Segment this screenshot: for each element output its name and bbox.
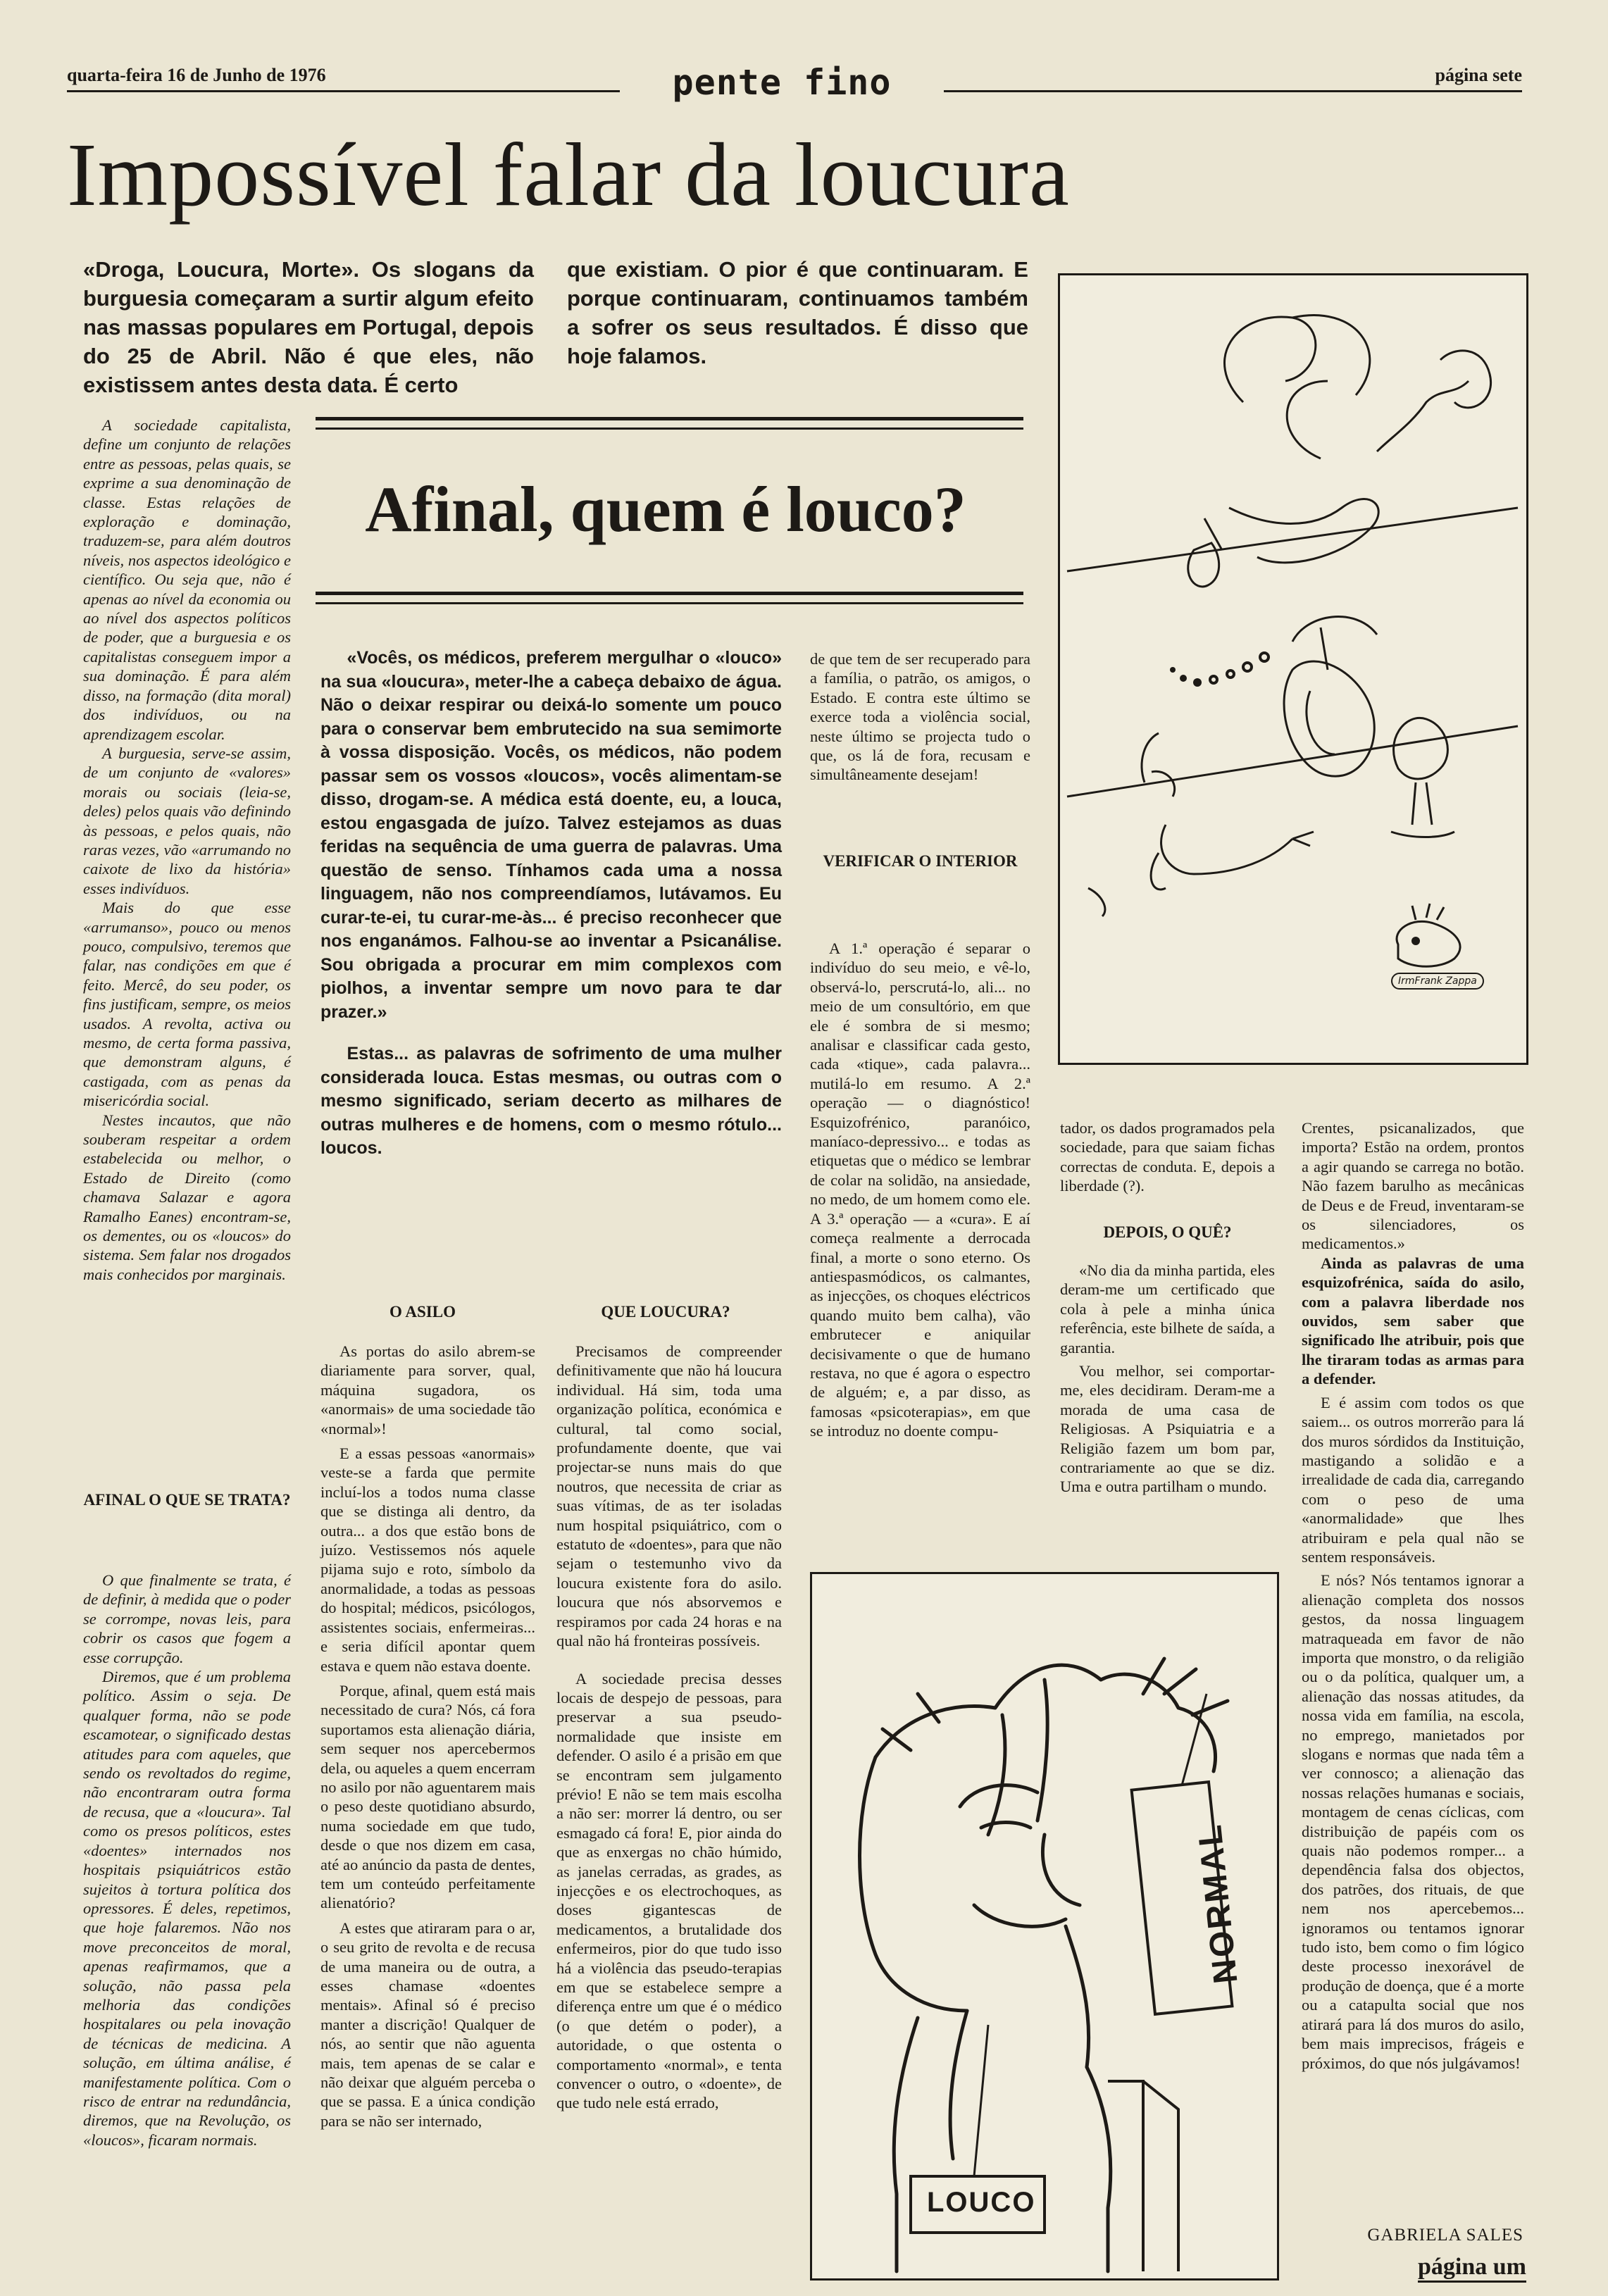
headline-rule-top-2: [316, 428, 1023, 430]
paragraph: E é assim com todos os que saiem... os outros morrerão para lá dos muros sórdidos da Instituição, mastigando a solidão e a irrealidade de cada dia, carregando com o peso de uma «anormalidade» que lhes atribuiram e pela qual não se sentem responsáveis.: [1302, 1393, 1524, 1566]
surreal-drawing: [1060, 275, 1526, 1063]
paragraph: Porque, afinal, quem está mais necessitado de cura? Nós, cá fora suportamos esta alienação diária, sem sequer nos apercebermos dela, ou aqueles a quem encerram no asilo por não aguentarem mais o peso deste quotidiano absurdo, numa sociedade em que tudo, desde o que nos dizem em casa, até ao anúncio da pasta de dentes, tem um conteúdo perfeitamente alienatório?: [320, 1681, 535, 1912]
paragraph: tador, os dados programados pela sociedade, para que saiam fichas correctas de conduta. E, depois a liberdade (?).: [1060, 1119, 1275, 1195]
subhead-que-loucura: QUE LOUCURA?: [601, 1303, 730, 1321]
column-loucura: [556, 1342, 782, 2113]
issue-date: quarta-feira 16 de Junho de 1976: [67, 65, 332, 86]
subhead-afinal: AFINAL O QUE SE TRATA?: [83, 1491, 291, 1509]
illustration-signature: IrmFrank Zappa: [1391, 973, 1484, 990]
paragraph: Precisamos de compreender definitivamente que não há loucura individual. Há sim, toda uma organização política, económica e cultural, tal como social, profundamente doente, que vai projectar-se nuns mais do que noutros, que necessita de criar as suas vítimas, de as ter isoladas num hospital psiquiátrico, com o estatuto de «doentes», para que não sejam o testemunho vivo da loucura existente fora do asilo. loucura que nós absorvemos e respiramos por cada 24 horas e na qual não há fronteiras possíveis.: [556, 1342, 782, 1650]
quote-paragraph: «Vocês, os médicos, preferem mergulhar o «louco» na sua «loucura», meter-lhe a cabeça debaixo de água. Não o deixar respirar ou deixá-lo somente um pouco para o conservar bem embrutecido na sua semimorte à vossa disposição. Vocês, os médicos, não podem passar sem os vossos «loucos», vocês alimentam-se disso, drogam-se. A médica está doente, eu, a louca, estou engasgada de juízo. Talvez estejamos as duas feridas na sequência de uma guerra de palavras. Uma questão de senso. Tínhamos cada uma a nossa linguagem, não nos compreendíamos, lutávamos. Eu curar-te-ei, tu curar-me-às... é preciso reconhecer que nos enganámos. Falhou-se ao inventar a Psicanálise. Sou obrigada a procurar em mim complexos com piolhos, a inventar sempre um novo para te dar prazer.»: [320, 648, 782, 1022]
headline-rule-top-1: [316, 417, 1023, 420]
paragraph: E a essas pessoas «anormais» veste-se a farda que permite incluí-los a todos numa classe que se distinga ali dentro, da outra... a dos que estão bons de juízo. Vestissemos nós aquele pijama sujo e roto, símbolo da anormalidade, a todas as pessoas do hospital; médicos, psicólogos, assistentes sociais, enfermeiras... e seria difícil apontar quem estava e quem não estava doente.: [320, 1445, 535, 1675]
column-5: [1302, 1118, 1524, 2073]
page-title: Impossível falar da loucura: [67, 125, 1070, 225]
quote-block: [320, 647, 782, 1161]
paragraph: E nós? Nós tentamos ignorar a alienação completa dos nossos gestos, da nossa linguagem matraqueada em favor de não importa que monstro, o da religião ou o da política, qualquer um, a alienação das nossas atitudes, da nossa vida em família, na escola, no emprego, manietados por slogans e normas que nada têm a ver connosco; a alienação das nossas relações humanas e sociais, montagem de cenas cíclicas, com distribuição de papéis com os quais não podemos romper... a dependência falsa dos objectos, dos patrões, dos rituais, de que nem nos apercebemos... ignoramos ou tentamos ignorar tudo isto, bem como o fim lógico deste processo inexorável de produção de doença, que é a morte ou a catapulta social que nos atirará para lá dos muros do asilo, bem mais imprecisos, frágeis e próximos, do que nós julgávamos!: [1302, 1571, 1524, 2072]
sign-louco: LOUCO: [927, 2187, 1036, 2218]
headline-rule-bottom-1: [316, 592, 1023, 595]
column-4: [1060, 1118, 1275, 1196]
subhead-verificar: VERIFICAR O INTERIOR: [823, 852, 1018, 870]
paragraph: As portas do asilo abrem-se diariamente para sorver, qual, máquina sugadora, os «anormais» de uma sociedade tão «normal»!: [320, 1342, 535, 1437]
paragraph: «No dia da minha partida, eles deram-me um certificado que cola à pele a minha única referência, este bilhete de saída, a garantia.: [1060, 1261, 1275, 1356]
paragraph: Nestes incautos, que não souberam respeitar a ordem estabelecida ou melhor, o Estado de Direito (como chamava Salazar e agora Ramalho Eanes) encontram-se, os dementes, ou os «loucos» do sistema. Sem falar nos drogados mais conhecidos por marginais.: [83, 1111, 291, 1283]
sign-normal: NORMAL: [1191, 1821, 1245, 1985]
lede-right: que existiam. O pior é que continuaram. E porque continuaram, continuamos também a sofrer os seus resultados. É disso que hoje falamos.: [567, 257, 1028, 368]
cartoon-panel: [810, 1572, 1279, 2281]
section-name: pente fino: [620, 62, 944, 103]
quote-paragraph: Estas... as palavras de sofrimento de uma mulher considerada louca. Estas mesmas, ou outras com o mesmo significado, seriam decerto as milhares de outras mulheres e de homens, com o mesmo rótulo... loucos.: [320, 1044, 782, 1158]
column-1-continued: [83, 1571, 291, 2150]
paragraph: Vou melhor, sei comportar-me, eles decidiram. Deram-me a morada de uma casa de Religiosas. A Psiquiatria e a Religião fazem um bom par, contrariamente ao que se diz. Uma e outra partilham o mundo.: [1060, 1362, 1275, 1496]
lede-left: «Droga, Loucura, Morte». Os slogans da burguesia começaram a surtir algum efeito nas massas populares em Portugal, depois do 25 de Abril. Não é que eles, não existissem antes desta data. É certo: [83, 257, 534, 397]
paragraph: A 1.ª operação é separar o indivíduo do seu meio, e vê-lo, observá-lo, perscrutá-lo, ali... no meio de um consultório, em que ele é sombra de si mesmo; analisar e classificar cada gesto, cada «tique», cada palavra... mutilá-lo em resumo. A 2.ª operação — o diagnóstico! Esquizofrénico, paranóico, maníaco-depressivo... e todas as etiquetas que o médico se lembrar de colar na solidão, na ansiedade, no medo, de um homem como ele. A 3.ª operação — a «cura». E aí começa realmente a derrocada final, a morte o sono eterno. Os antiespasmódicos, os calmantes, as injecções, os choques eléctricos quando muito bem calha), vão embrutecer e aniquilar decisivamente o que de humano restava, no que é agora o espectro de alguém; e, a par disso, as famosas «psicoterapias», em que se introduz no doente compu-: [810, 940, 1030, 1440]
paragraph: Crentes, psicanalizados, que importa? Estão na ordem, prontos a agir quando se carrega no botão. Não fazem barulho as mecânicas de Deus e de Freud, inventaram-se os silenciadores, os medicamentos.»: [1302, 1119, 1524, 1253]
paragraph: Mais do que esse «arrumanso», pouco ou menos pouco, compulsivo, teremos que falar, nas condições em que é feito. Mercê, do seu poder, os fins justificam, sempre, os meios usados. A revolta, activa ou mesmo, de certa forma passiva, que demonstram alguns, é castigada, com as penas da misericórdia social.: [83, 899, 291, 1110]
secondary-headline: Afinal, quem é louco?: [365, 473, 966, 545]
headline-rule-bottom-2: [316, 602, 1023, 604]
column-3-top: [810, 649, 1030, 785]
subhead-depois: DEPOIS, O QUÊ?: [1103, 1223, 1232, 1241]
paragraph: Diremos, que é um problema político. Assim o seja. De qualquer forma, não se pode escamotear, o significado destas atitudes para com aqueles, que sendo os revoltados do regime, não encontraram outra forma de recusa, que a «loucura». Tal como os presos políticos, estes «doentes» internados nos hospitais psiquiátricos estão sujeitos à tortura política dos opressores. É deles, repetimos, que hoje falaremos. Não nos move preconceitos de moral, apenas reafirmamos, que a solução, não passa pela melhoria das condições hospitalares ou pela inovação de técnicas de medicina. A solução, em última análise, é manifestamente política. Com o risco de entrar na redundância, diremos, que na Revolução, os «loucos», ficaram normais.: [83, 1668, 291, 2149]
paragraph: A estes que atiraram para o ar, o seu grito de revolta e de recusa de uma maneira ou de outra, a esses chamase «doentes mentais». Afinal só é preciso manter a discrição! Qualquer de nós, ao sentir que não aguenta mais, tem apenas de se calar e não deixar que alguém perceba o que se passa. E a única condição para se não ser internado,: [320, 1918, 535, 2130]
page-number: página sete: [1430, 65, 1523, 86]
column-4-body: [1060, 1261, 1275, 1497]
column-1: [83, 416, 291, 1284]
paragraph: A burguesia, serve-se assim, de um conjunto de «valores» morais ou sociais (leia-se, deles) pelos quais vão definindo às pessoas, e pelos quais, não raras vezes, vão «arrumando no caixote de lixo da história» esses indivíduos.: [83, 744, 291, 897]
paragraph: Ainda as palavras de uma esquizofrénica, saída do asilo, com a palavra liberdade nos ouvidos, sem saber que significado lhe atribuir, pois que lhe tiraram todas as armas para a defender.: [1302, 1254, 1524, 1388]
paragraph: de que tem de ser recuperado para a família, o patrão, os amigos, o Estado. E contra este último se exerce toda a violência social, neste último se projecta tudo o que, os lá de fora, recusam e simultâneamente desejam!: [810, 650, 1030, 784]
column-asilo: [320, 1342, 535, 2130]
byline: GABRIELA SALES: [1367, 2226, 1523, 2245]
subhead-asilo: O ASILO: [389, 1303, 456, 1321]
footer-page-ref: página um: [1418, 2254, 1526, 2283]
illustration-top: [1058, 273, 1528, 1065]
column-3-body: [810, 939, 1030, 1441]
paragraph: O que finalmente se trata, é de definir, à medida que o poder se corrompe, novas leis, para cobrir os casos que fogem a esse corrupção.: [83, 1571, 291, 1666]
paragraph: A sociedade capitalista, define um conjunto de relações entre as pessoas, pelas quais, se exprime a sua denominação de classe. Estas relações de exploração e dominação, traduzem-se, para além doutros níveis, nos aspectos ideológico e científico. Ou seja que, não é apenas ao nível da economia ou ao nível dos aspectos políticos de poder, que a burguesia e os capitalistas conseguem impor a sua dominação. É para além disso, na formação (dita moral) dos indivíduos, ou na aprendizagem escolar.: [83, 416, 291, 743]
paragraph: A sociedade precisa desses locais de despejo de pessoas, para preservar a sua pseudo-normalidade que insiste em defender. O asilo é a prisão em que se encontram sem julgamento prévio! E não se tem mais escolha a não ser: morrer lá dentro, ou ser esmagado cá fora! E, pior ainda do que as enxergas no chão húmido, as janelas cerradas, as grades, as injecções e os electrochoques, as doses gigantescas de medicamentos, a brutalidade dos enfermeiros, pior do que tudo isso há a violência das pseudo-terapias em que se estabelece sempre a diferença entre um que é o médico (o que detém o poder), a autoridade, o que ostenta o comportamento «normal», e tenta convencer o outro, o «doente», de que tudo nele está errado,: [556, 1669, 782, 2112]
